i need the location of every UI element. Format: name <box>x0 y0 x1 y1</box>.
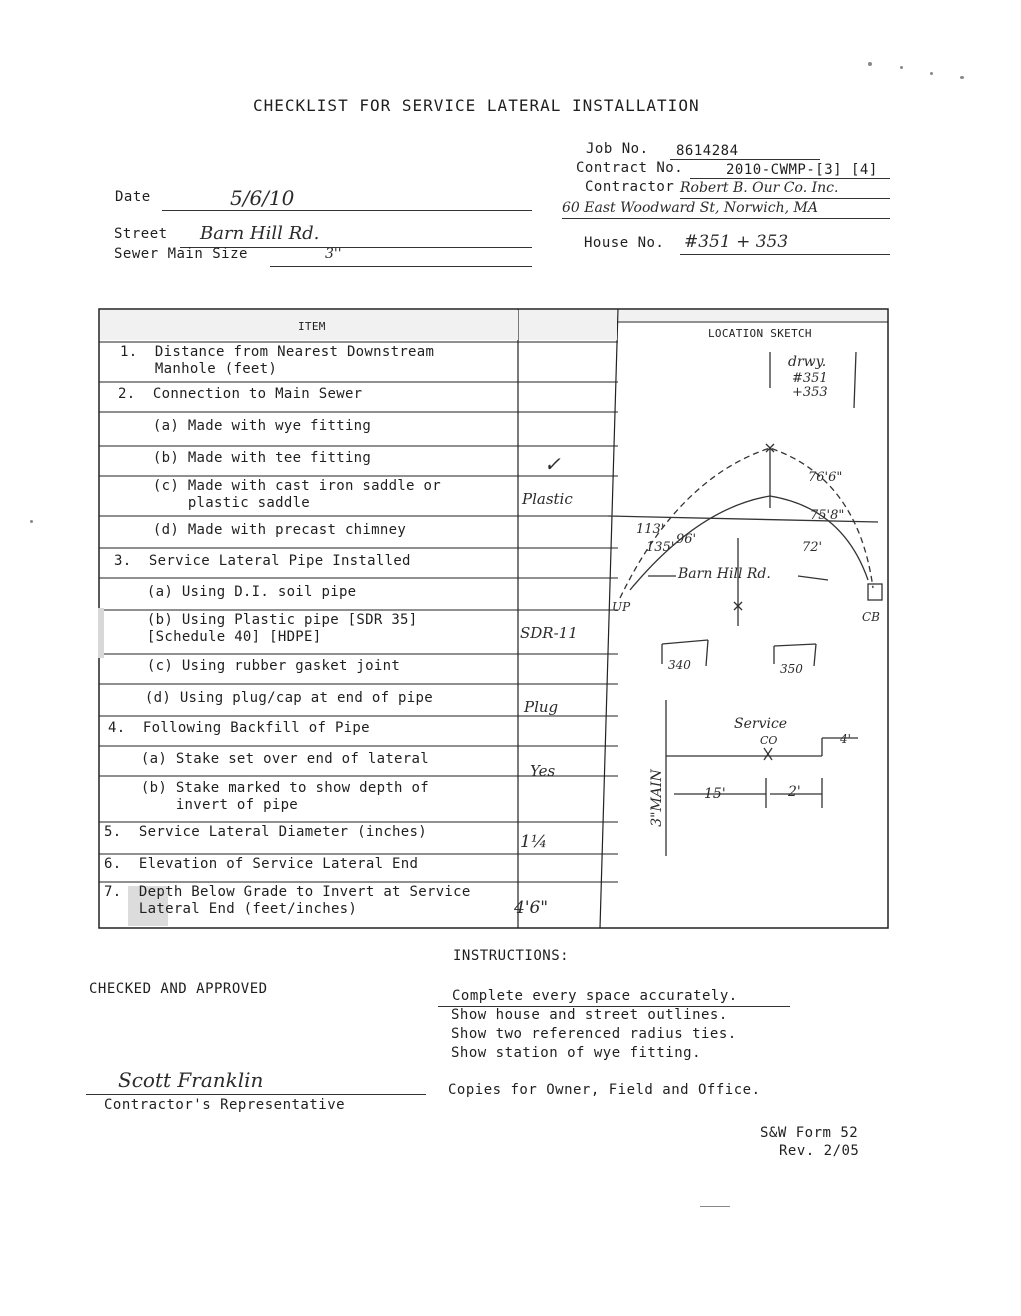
answer-5[interactable]: 1¼ <box>520 832 548 852</box>
answer-3d[interactable]: Plug <box>524 698 559 716</box>
sketch-dim-72: 72' <box>802 540 823 555</box>
sketch-dim-75: 75'8" <box>810 508 845 523</box>
sketch-dim-135: 135' <box>646 540 675 555</box>
scan-speck <box>960 76 964 79</box>
sketch-co: CO <box>760 734 778 747</box>
scan-speck <box>868 62 872 66</box>
instruction-line-4: Show station of wye fitting. <box>451 1045 702 1061</box>
sketch-lot-350: 350 <box>780 662 803 676</box>
row-2: 2. Connection to Main Sewer <box>118 386 363 402</box>
row-4a: (a) Stake set over end of lateral <box>106 751 429 767</box>
sketch-header: LOCATION SKETCH <box>708 327 812 340</box>
form-number: S&W Form 52 <box>760 1125 859 1141</box>
contractor-value[interactable]: Robert B. Our Co. Inc. <box>680 180 839 196</box>
checked-approved: CHECKED AND APPROVED <box>89 981 268 997</box>
row-5: 5. Service Lateral Diameter (inches) <box>104 824 427 840</box>
sketch-drwy: drwy. <box>788 354 827 370</box>
row-1: 1. Distance from Nearest Downstream Manhole (feet) <box>120 344 435 377</box>
row-7: 7. Depth Below Grade to Invert at Service Lateral End (feet/inches) <box>104 884 471 917</box>
sketch-dim-4: 4' <box>840 732 851 746</box>
row-3a: (a) Using D.I. soil pipe <box>112 584 357 600</box>
answer-2b[interactable]: ✓ <box>544 452 561 476</box>
date-value[interactable]: 5/6/10 <box>230 186 295 210</box>
item-header: ITEM <box>298 320 326 333</box>
row-2c: (c) Made with cast iron saddle or plastic saddle <box>152 478 441 511</box>
row-3: 3. Service Lateral Pipe Installed <box>114 553 411 569</box>
job-no-value[interactable]: 8614284 <box>676 143 739 159</box>
row-2d: (d) Made with precast chimney <box>118 522 407 538</box>
form-revision: Rev. 2/05 <box>779 1143 860 1159</box>
contractor-label: Contractor <box>585 179 675 195</box>
sketch-dim-15: 15' <box>704 786 726 802</box>
scan-speck <box>930 72 933 75</box>
signature[interactable]: Scott Franklin <box>118 1068 264 1092</box>
sewer-main-label: Sewer Main Size <box>114 246 248 262</box>
sketch-dim-96: 96' <box>676 532 697 547</box>
answer-4a[interactable]: Yes <box>530 762 556 780</box>
sketch-dim-113: 113' <box>636 522 665 537</box>
instruction-line-1: Complete every space accurately. <box>452 988 738 1004</box>
answer-2c[interactable]: Plastic <box>522 490 573 508</box>
date-label: Date <box>115 189 151 205</box>
sketch-lot-340: 340 <box>668 658 691 672</box>
job-no-label: Job No. <box>586 141 649 157</box>
row-2a: (a) Made with wye fitting <box>118 418 372 434</box>
page-title: CHECKLIST FOR SERVICE LATERAL INSTALLATION <box>253 96 700 115</box>
row-3b: (b) Using Plastic pipe [SDR 35] [Schedule 40] [HDPE] <box>146 612 418 645</box>
row-6: 6. Elevation of Service Lateral End <box>104 856 419 872</box>
house-no-label: House No. <box>584 235 665 251</box>
scan-speck <box>900 66 903 69</box>
instruction-line-3: Show two referenced radius ties. <box>451 1026 737 1042</box>
street-label: Street <box>114 226 168 242</box>
sketch-main: 3"MAIN <box>648 769 665 827</box>
scan-speck <box>30 520 33 523</box>
contractor-rep-label: Contractor's Representative <box>104 1097 346 1113</box>
row-2b: (b) Made with tee fitting <box>118 450 372 466</box>
sketch-dim-2: 2' <box>788 784 801 800</box>
answer-3b[interactable]: SDR-11 <box>520 624 578 642</box>
contract-no-value[interactable]: 2010-CWMP-[3] [4] <box>726 162 878 178</box>
sewer-main-value[interactable]: 3'' <box>325 246 342 262</box>
sketch-street: Barn Hill Rd. <box>678 566 771 582</box>
sketch-drwy-nums: #351 +353 <box>792 371 828 400</box>
sketch-up: UP <box>612 600 631 614</box>
row-3d: (d) Using plug/cap at end of pipe <box>110 690 433 706</box>
row-4b: (b) Stake marked to show depth of invert of pipe <box>140 780 429 813</box>
scan-speck <box>700 1206 730 1207</box>
contractor-address[interactable]: 60 East Woodward St, Norwich, MA <box>562 200 818 216</box>
answer-7[interactable]: 4'6" <box>514 898 549 918</box>
checklist-table <box>98 308 890 930</box>
row-4: 4. Following Backfill of Pipe <box>108 720 370 736</box>
sketch-dim-76: 76'6" <box>808 470 843 485</box>
street-value[interactable]: Barn Hill Rd. <box>200 223 320 244</box>
instruction-line-2: Show house and street outlines. <box>451 1007 728 1023</box>
instructions-heading: INSTRUCTIONS: <box>453 948 570 964</box>
house-no-value[interactable]: #351 + 353 <box>684 232 789 252</box>
location-sketch <box>98 308 890 930</box>
row-3c: (c) Using rubber gasket joint <box>112 658 401 674</box>
contract-no-label: Contract No. <box>576 160 684 176</box>
sketch-service: Service <box>734 716 788 732</box>
copies-note: Copies for Owner, Field and Office. <box>448 1082 761 1098</box>
sketch-cb: CB <box>862 610 880 624</box>
